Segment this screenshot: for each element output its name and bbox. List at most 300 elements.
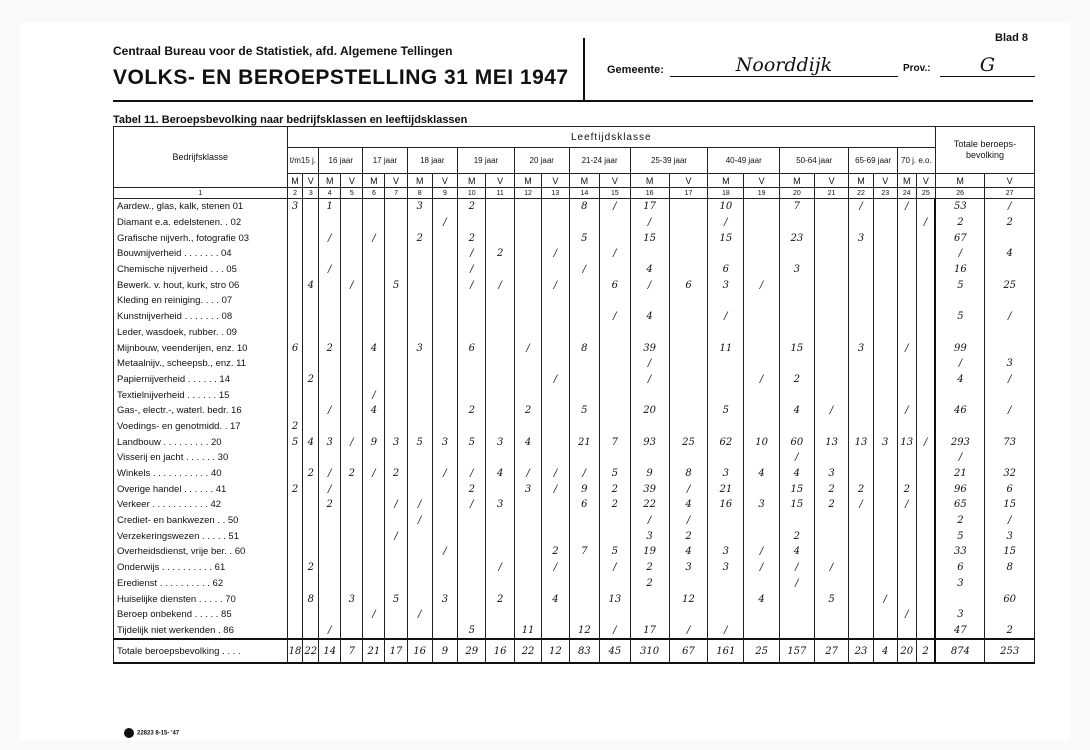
count-cell[interactable] <box>341 607 363 623</box>
total-cell[interactable]: 18 <box>287 639 303 663</box>
count-cell[interactable] <box>287 262 303 278</box>
count-cell[interactable] <box>341 356 363 372</box>
total-cell[interactable]: 4 <box>873 639 897 663</box>
count-cell[interactable]: 67 <box>935 230 984 246</box>
count-cell[interactable] <box>780 215 815 231</box>
count-cell[interactable] <box>432 325 457 341</box>
count-cell[interactable]: 2 <box>780 372 815 388</box>
count-cell[interactable] <box>486 325 514 341</box>
count-cell[interactable] <box>708 576 744 592</box>
count-cell[interactable]: / <box>458 277 486 293</box>
count-cell[interactable] <box>897 419 916 435</box>
count-cell[interactable]: / <box>897 199 916 215</box>
count-cell[interactable] <box>849 607 873 623</box>
count-cell[interactable]: / <box>569 466 600 482</box>
count-cell[interactable]: / <box>458 497 486 513</box>
count-cell[interactable] <box>935 591 984 607</box>
count-cell[interactable]: 5 <box>708 403 744 419</box>
count-cell[interactable] <box>385 340 407 356</box>
count-cell[interactable]: 13 <box>897 434 916 450</box>
count-cell[interactable] <box>303 387 319 403</box>
gemeente-field[interactable]: Noorddijk <box>670 54 898 77</box>
count-cell[interactable] <box>287 356 303 372</box>
count-cell[interactable]: 1 <box>319 199 341 215</box>
count-cell[interactable]: 4 <box>935 372 984 388</box>
count-cell[interactable] <box>458 387 486 403</box>
count-cell[interactable]: / <box>708 215 744 231</box>
count-cell[interactable]: / <box>630 356 669 372</box>
count-cell[interactable] <box>458 528 486 544</box>
count-cell[interactable] <box>432 623 457 640</box>
count-cell[interactable] <box>985 450 1035 466</box>
count-cell[interactable] <box>287 607 303 623</box>
count-cell[interactable] <box>514 497 541 513</box>
count-cell[interactable]: 4 <box>744 591 780 607</box>
count-cell[interactable]: 7 <box>780 199 815 215</box>
count-cell[interactable] <box>303 607 319 623</box>
count-cell[interactable] <box>287 293 303 309</box>
count-cell[interactable] <box>287 372 303 388</box>
count-cell[interactable] <box>341 528 363 544</box>
count-cell[interactable]: 3 <box>985 356 1035 372</box>
count-cell[interactable] <box>385 372 407 388</box>
count-cell[interactable]: 39 <box>630 340 669 356</box>
count-cell[interactable]: 7 <box>569 544 600 560</box>
count-cell[interactable] <box>916 372 935 388</box>
count-cell[interactable]: 2 <box>303 560 319 576</box>
count-cell[interactable] <box>542 293 569 309</box>
count-cell[interactable]: / <box>985 199 1035 215</box>
count-cell[interactable] <box>363 215 385 231</box>
count-cell[interactable] <box>486 372 514 388</box>
count-cell[interactable] <box>458 450 486 466</box>
count-cell[interactable] <box>407 591 432 607</box>
count-cell[interactable]: 5 <box>935 277 984 293</box>
count-cell[interactable]: / <box>669 481 708 497</box>
count-cell[interactable]: 33 <box>935 544 984 560</box>
count-cell[interactable] <box>780 623 815 640</box>
count-cell[interactable] <box>569 309 600 325</box>
count-cell[interactable] <box>303 356 319 372</box>
count-cell[interactable]: 5 <box>569 403 600 419</box>
count-cell[interactable] <box>363 262 385 278</box>
count-cell[interactable] <box>897 528 916 544</box>
count-cell[interactable]: 25 <box>985 277 1035 293</box>
count-cell[interactable] <box>849 403 873 419</box>
count-cell[interactable]: / <box>458 262 486 278</box>
count-cell[interactable]: 3 <box>849 340 873 356</box>
count-cell[interactable] <box>542 513 569 529</box>
count-cell[interactable] <box>985 387 1035 403</box>
count-cell[interactable] <box>935 387 984 403</box>
count-cell[interactable]: 4 <box>303 434 319 450</box>
count-cell[interactable] <box>341 560 363 576</box>
count-cell[interactable] <box>319 450 341 466</box>
count-cell[interactable] <box>542 340 569 356</box>
count-cell[interactable] <box>897 591 916 607</box>
count-cell[interactable] <box>873 623 897 640</box>
count-cell[interactable] <box>486 387 514 403</box>
count-cell[interactable] <box>303 497 319 513</box>
count-cell[interactable]: 6 <box>669 277 708 293</box>
count-cell[interactable] <box>916 623 935 640</box>
count-cell[interactable] <box>407 293 432 309</box>
count-cell[interactable] <box>569 576 600 592</box>
count-cell[interactable]: 21 <box>708 481 744 497</box>
count-cell[interactable] <box>287 497 303 513</box>
count-cell[interactable] <box>780 277 815 293</box>
count-cell[interactable] <box>287 623 303 640</box>
count-cell[interactable] <box>849 277 873 293</box>
count-cell[interactable]: / <box>600 623 631 640</box>
count-cell[interactable]: 73 <box>985 434 1035 450</box>
count-cell[interactable] <box>814 199 849 215</box>
total-cell[interactable]: 27 <box>814 639 849 663</box>
count-cell[interactable]: / <box>669 513 708 529</box>
count-cell[interactable]: 4 <box>780 466 815 482</box>
count-cell[interactable]: 12 <box>569 623 600 640</box>
count-cell[interactable] <box>542 230 569 246</box>
count-cell[interactable] <box>458 560 486 576</box>
count-cell[interactable] <box>873 262 897 278</box>
count-cell[interactable] <box>542 215 569 231</box>
count-cell[interactable] <box>985 607 1035 623</box>
count-cell[interactable] <box>432 560 457 576</box>
count-cell[interactable]: 53 <box>935 199 984 215</box>
count-cell[interactable]: 3 <box>407 199 432 215</box>
count-cell[interactable] <box>569 372 600 388</box>
count-cell[interactable] <box>341 372 363 388</box>
count-cell[interactable] <box>385 576 407 592</box>
count-cell[interactable]: 3 <box>708 544 744 560</box>
count-cell[interactable]: 6 <box>600 277 631 293</box>
count-cell[interactable]: 4 <box>630 309 669 325</box>
count-cell[interactable] <box>744 309 780 325</box>
count-cell[interactable] <box>319 419 341 435</box>
count-cell[interactable]: 3 <box>287 199 303 215</box>
count-cell[interactable] <box>287 576 303 592</box>
count-cell[interactable]: 5 <box>287 434 303 450</box>
count-cell[interactable]: 2 <box>458 481 486 497</box>
count-cell[interactable] <box>744 325 780 341</box>
count-cell[interactable] <box>514 230 541 246</box>
count-cell[interactable]: / <box>849 497 873 513</box>
count-cell[interactable] <box>873 481 897 497</box>
total-cell[interactable]: 157 <box>780 639 815 663</box>
count-cell[interactable] <box>542 528 569 544</box>
count-cell[interactable]: 60 <box>985 591 1035 607</box>
count-cell[interactable] <box>669 340 708 356</box>
count-cell[interactable]: / <box>897 340 916 356</box>
count-cell[interactable]: 4 <box>630 262 669 278</box>
count-cell[interactable] <box>630 450 669 466</box>
count-cell[interactable] <box>341 576 363 592</box>
count-cell[interactable]: / <box>935 356 984 372</box>
count-cell[interactable] <box>873 544 897 560</box>
count-cell[interactable] <box>569 591 600 607</box>
count-cell[interactable]: 2 <box>985 623 1035 640</box>
count-cell[interactable] <box>385 246 407 262</box>
count-cell[interactable] <box>385 293 407 309</box>
count-cell[interactable]: 2 <box>514 403 541 419</box>
count-cell[interactable] <box>432 481 457 497</box>
count-cell[interactable]: 25 <box>669 434 708 450</box>
count-cell[interactable] <box>849 246 873 262</box>
count-cell[interactable]: 3 <box>935 576 984 592</box>
total-cell[interactable]: 25 <box>744 639 780 663</box>
count-cell[interactable] <box>407 544 432 560</box>
count-cell[interactable] <box>916 591 935 607</box>
count-cell[interactable]: 2 <box>780 528 815 544</box>
count-cell[interactable] <box>303 215 319 231</box>
count-cell[interactable] <box>708 372 744 388</box>
count-cell[interactable] <box>514 544 541 560</box>
count-cell[interactable] <box>287 387 303 403</box>
count-cell[interactable] <box>873 277 897 293</box>
count-cell[interactable]: 15 <box>780 497 815 513</box>
count-cell[interactable] <box>916 576 935 592</box>
count-cell[interactable]: 2 <box>897 481 916 497</box>
total-cell[interactable]: 20 <box>897 639 916 663</box>
count-cell[interactable] <box>432 450 457 466</box>
count-cell[interactable] <box>486 419 514 435</box>
count-cell[interactable] <box>780 387 815 403</box>
count-cell[interactable]: 13 <box>814 434 849 450</box>
count-cell[interactable] <box>630 325 669 341</box>
count-cell[interactable] <box>363 623 385 640</box>
count-cell[interactable]: / <box>319 262 341 278</box>
count-cell[interactable]: 5 <box>569 230 600 246</box>
count-cell[interactable] <box>897 623 916 640</box>
count-cell[interactable]: 13 <box>849 434 873 450</box>
count-cell[interactable] <box>407 246 432 262</box>
count-cell[interactable] <box>458 513 486 529</box>
count-cell[interactable] <box>341 325 363 341</box>
count-cell[interactable]: 3 <box>432 591 457 607</box>
count-cell[interactable] <box>407 419 432 435</box>
count-cell[interactable] <box>407 215 432 231</box>
count-cell[interactable]: 2 <box>287 481 303 497</box>
count-cell[interactable] <box>458 591 486 607</box>
count-cell[interactable] <box>780 419 815 435</box>
count-cell[interactable] <box>341 481 363 497</box>
count-cell[interactable] <box>319 277 341 293</box>
count-cell[interactable] <box>916 607 935 623</box>
count-cell[interactable] <box>897 466 916 482</box>
count-cell[interactable]: 11 <box>514 623 541 640</box>
count-cell[interactable] <box>514 607 541 623</box>
count-cell[interactable]: / <box>708 309 744 325</box>
total-cell[interactable]: 23 <box>849 639 873 663</box>
count-cell[interactable] <box>542 199 569 215</box>
count-cell[interactable] <box>542 623 569 640</box>
count-cell[interactable] <box>600 325 631 341</box>
count-cell[interactable] <box>873 340 897 356</box>
count-cell[interactable] <box>486 576 514 592</box>
count-cell[interactable] <box>873 450 897 466</box>
count-cell[interactable]: 2 <box>935 513 984 529</box>
count-cell[interactable] <box>916 466 935 482</box>
count-cell[interactable] <box>514 450 541 466</box>
total-cell[interactable]: 16 <box>407 639 432 663</box>
count-cell[interactable] <box>303 513 319 529</box>
count-cell[interactable] <box>873 560 897 576</box>
count-cell[interactable] <box>432 230 457 246</box>
count-cell[interactable] <box>385 215 407 231</box>
count-cell[interactable] <box>600 293 631 309</box>
count-cell[interactable] <box>319 560 341 576</box>
count-cell[interactable] <box>814 607 849 623</box>
count-cell[interactable] <box>916 419 935 435</box>
count-cell[interactable] <box>744 576 780 592</box>
count-cell[interactable] <box>897 544 916 560</box>
count-cell[interactable] <box>486 513 514 529</box>
count-cell[interactable]: 3 <box>849 230 873 246</box>
count-cell[interactable] <box>569 356 600 372</box>
count-cell[interactable]: 93 <box>630 434 669 450</box>
count-cell[interactable] <box>407 528 432 544</box>
count-cell[interactable] <box>432 356 457 372</box>
count-cell[interactable] <box>303 246 319 262</box>
count-cell[interactable]: 9 <box>569 481 600 497</box>
count-cell[interactable] <box>630 591 669 607</box>
count-cell[interactable] <box>407 309 432 325</box>
total-cell[interactable]: 9 <box>432 639 457 663</box>
count-cell[interactable] <box>744 199 780 215</box>
count-cell[interactable] <box>708 513 744 529</box>
count-cell[interactable] <box>458 576 486 592</box>
count-cell[interactable] <box>744 246 780 262</box>
count-cell[interactable]: 6 <box>985 481 1035 497</box>
count-cell[interactable]: 4 <box>744 466 780 482</box>
count-cell[interactable] <box>897 356 916 372</box>
count-cell[interactable]: / <box>780 576 815 592</box>
count-cell[interactable] <box>630 246 669 262</box>
count-cell[interactable] <box>514 262 541 278</box>
count-cell[interactable]: 3 <box>744 497 780 513</box>
count-cell[interactable] <box>708 607 744 623</box>
count-cell[interactable] <box>744 387 780 403</box>
count-cell[interactable]: 2 <box>669 528 708 544</box>
count-cell[interactable] <box>814 309 849 325</box>
count-cell[interactable] <box>319 528 341 544</box>
count-cell[interactable] <box>669 246 708 262</box>
count-cell[interactable] <box>708 419 744 435</box>
count-cell[interactable] <box>319 356 341 372</box>
count-cell[interactable] <box>486 544 514 560</box>
count-cell[interactable]: 4 <box>542 591 569 607</box>
count-cell[interactable]: / <box>319 623 341 640</box>
count-cell[interactable] <box>669 450 708 466</box>
count-cell[interactable] <box>303 309 319 325</box>
count-cell[interactable] <box>303 199 319 215</box>
count-cell[interactable]: 3 <box>708 466 744 482</box>
count-cell[interactable] <box>814 215 849 231</box>
count-cell[interactable]: / <box>432 466 457 482</box>
count-cell[interactable] <box>385 403 407 419</box>
count-cell[interactable] <box>486 309 514 325</box>
count-cell[interactable] <box>341 340 363 356</box>
total-cell[interactable]: 253 <box>985 639 1035 663</box>
count-cell[interactable] <box>303 325 319 341</box>
count-cell[interactable] <box>669 419 708 435</box>
count-cell[interactable]: / <box>407 513 432 529</box>
count-cell[interactable] <box>873 325 897 341</box>
count-cell[interactable]: 4 <box>669 497 708 513</box>
count-cell[interactable] <box>569 607 600 623</box>
count-cell[interactable]: / <box>542 560 569 576</box>
total-cell[interactable]: 310 <box>630 639 669 663</box>
count-cell[interactable] <box>814 623 849 640</box>
count-cell[interactable] <box>916 340 935 356</box>
count-cell[interactable] <box>287 277 303 293</box>
count-cell[interactable] <box>363 528 385 544</box>
count-cell[interactable]: 47 <box>935 623 984 640</box>
count-cell[interactable] <box>916 277 935 293</box>
count-cell[interactable] <box>897 293 916 309</box>
count-cell[interactable] <box>897 262 916 278</box>
count-cell[interactable]: / <box>630 513 669 529</box>
count-cell[interactable] <box>873 215 897 231</box>
count-cell[interactable]: 3 <box>985 528 1035 544</box>
count-cell[interactable] <box>514 372 541 388</box>
count-cell[interactable] <box>303 230 319 246</box>
count-cell[interactable]: 62 <box>708 434 744 450</box>
count-cell[interactable] <box>873 607 897 623</box>
count-cell[interactable]: 2 <box>600 481 631 497</box>
count-cell[interactable] <box>287 230 303 246</box>
count-cell[interactable] <box>303 623 319 640</box>
count-cell[interactable] <box>814 387 849 403</box>
count-cell[interactable] <box>486 262 514 278</box>
count-cell[interactable]: 3 <box>385 434 407 450</box>
count-cell[interactable]: / <box>363 387 385 403</box>
count-cell[interactable] <box>814 340 849 356</box>
count-cell[interactable] <box>385 513 407 529</box>
provincie-field[interactable]: G <box>940 54 1035 77</box>
count-cell[interactable] <box>569 277 600 293</box>
count-cell[interactable]: 2 <box>303 372 319 388</box>
count-cell[interactable] <box>319 591 341 607</box>
count-cell[interactable] <box>303 450 319 466</box>
count-cell[interactable] <box>385 623 407 640</box>
count-cell[interactable] <box>486 199 514 215</box>
count-cell[interactable] <box>849 215 873 231</box>
total-cell[interactable]: 2 <box>916 639 935 663</box>
count-cell[interactable] <box>780 591 815 607</box>
count-cell[interactable] <box>385 356 407 372</box>
count-cell[interactable] <box>363 356 385 372</box>
count-cell[interactable] <box>897 246 916 262</box>
count-cell[interactable] <box>849 623 873 640</box>
count-cell[interactable] <box>916 513 935 529</box>
count-cell[interactable]: 2 <box>458 403 486 419</box>
count-cell[interactable]: / <box>935 246 984 262</box>
count-cell[interactable]: 6 <box>287 340 303 356</box>
count-cell[interactable] <box>569 528 600 544</box>
count-cell[interactable]: 3 <box>514 481 541 497</box>
count-cell[interactable]: 15 <box>780 481 815 497</box>
count-cell[interactable] <box>341 419 363 435</box>
count-cell[interactable] <box>432 372 457 388</box>
count-cell[interactable] <box>814 246 849 262</box>
count-cell[interactable]: 9 <box>630 466 669 482</box>
count-cell[interactable] <box>407 623 432 640</box>
count-cell[interactable]: / <box>669 623 708 640</box>
count-cell[interactable] <box>985 230 1035 246</box>
count-cell[interactable] <box>514 215 541 231</box>
count-cell[interactable] <box>385 230 407 246</box>
